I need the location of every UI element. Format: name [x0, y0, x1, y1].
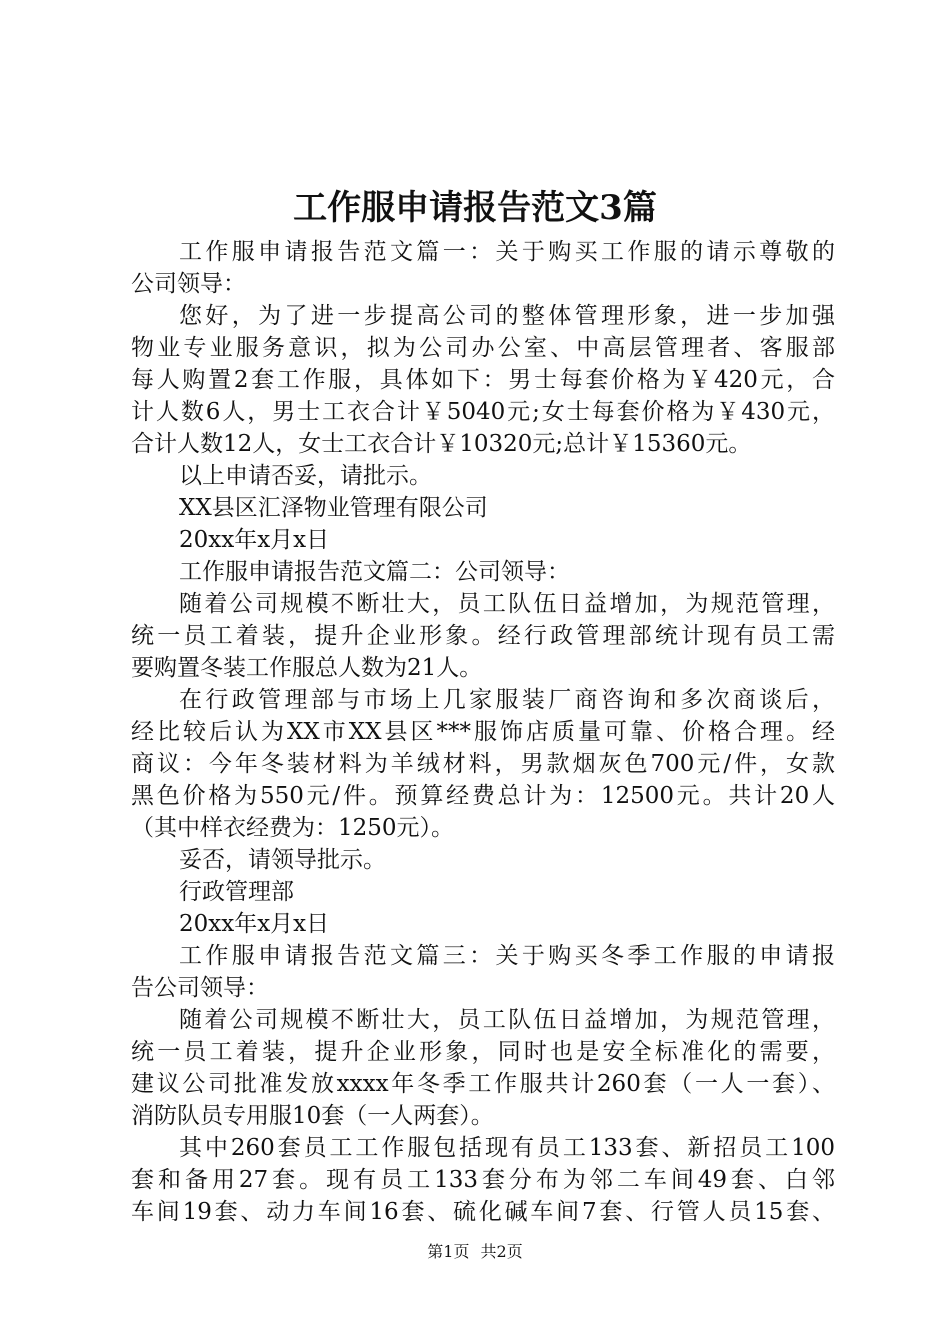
- text-line: 公司领导：: [131, 271, 246, 297]
- text-line: 在行政管理部与市场上几家服装厂商咨询和多次商谈后，: [179, 687, 835, 713]
- text-line: 统一员工着装，提升企业形象。经行政管理部统计现有员工需: [131, 623, 835, 649]
- text-line: 消防队员专用服10套（一人两套）。: [131, 1103, 494, 1129]
- document-title: 工作服申请报告范文3篇: [293, 188, 657, 228]
- text-line: 您好，为了进一步提高公司的整体管理形象，进一步加强: [179, 303, 835, 329]
- text-line: 合计人数12人，女士工衣合计￥10320元;总计￥15360元。: [131, 431, 752, 457]
- document-body: [131, 236, 835, 1228]
- text-line: 其中260套员工工作服包括现有员工133套、新招员工100: [179, 1135, 835, 1161]
- text-line: 告公司领导：: [131, 975, 269, 1001]
- text-line: 车间19套、动力车间16套、硫化碱车间7套、行管人员15套、: [131, 1199, 835, 1225]
- text-line: 随着公司规模不断壮大，员工队伍日益增加，为规范管理，: [179, 1007, 835, 1033]
- text-line: 计人数6人，男士工衣合计￥5040元;女士每套价格为￥430元，: [131, 399, 835, 425]
- text-line: 商议：今年冬装材料为羊绒材料，男款烟灰色700元/件，女款: [131, 751, 835, 777]
- text-line: 以上申请否妥，请批示。: [179, 463, 432, 489]
- text-line: （其中样衣经费为：1250元）。: [131, 815, 455, 841]
- text-line: 工作服申请报告范文篇三：关于购买冬季工作服的申请报: [179, 943, 835, 969]
- text-line: 统一员工着装，提升企业形象，同时也是安全标准化的需要，: [131, 1039, 835, 1065]
- text-line: 20xx年x月x日: [179, 911, 330, 937]
- text-line: XX县区汇泽物业管理有限公司: [179, 495, 488, 521]
- text-line: 随着公司规模不断壮大，员工队伍日益增加，为规范管理，: [179, 591, 835, 617]
- page-total: 共2页: [480, 1242, 523, 1261]
- text-line: 行政管理部: [179, 879, 294, 905]
- text-line: 妥否，请领导批示。: [179, 847, 386, 873]
- text-line: 黑色价格为550元/件。预算经费总计为：12500元。共计20人: [131, 783, 835, 809]
- page-number: 第1页: [427, 1242, 470, 1261]
- page-footer: [0, 1240, 950, 1264]
- text-line: 经比较后认为XX市XX县区***服饰店质量可靠、价格合理。经: [131, 719, 835, 745]
- text-line: 工作服申请报告范文篇二：公司领导：: [179, 559, 570, 585]
- text-line: 套和备用27套。现有员工133套分布为邻二车间49套、白邻: [131, 1167, 835, 1193]
- text-line: 要购置冬装工作服总人数为21人。: [131, 655, 483, 681]
- text-line: 建议公司批准发放xxxx年冬季工作服共计260套（一人一套）、: [131, 1071, 835, 1097]
- text-line: 物业专业服务意识，拟为公司办公室、中高层管理者、客服部: [131, 335, 835, 361]
- text-line: 每人购置2套工作服，具体如下：男士每套价格为￥420元，合: [131, 367, 835, 393]
- text-line: 20xx年x月x日: [179, 527, 330, 553]
- text-line: 工作服申请报告范文篇一：关于购买工作服的请示尊敬的: [179, 239, 835, 265]
